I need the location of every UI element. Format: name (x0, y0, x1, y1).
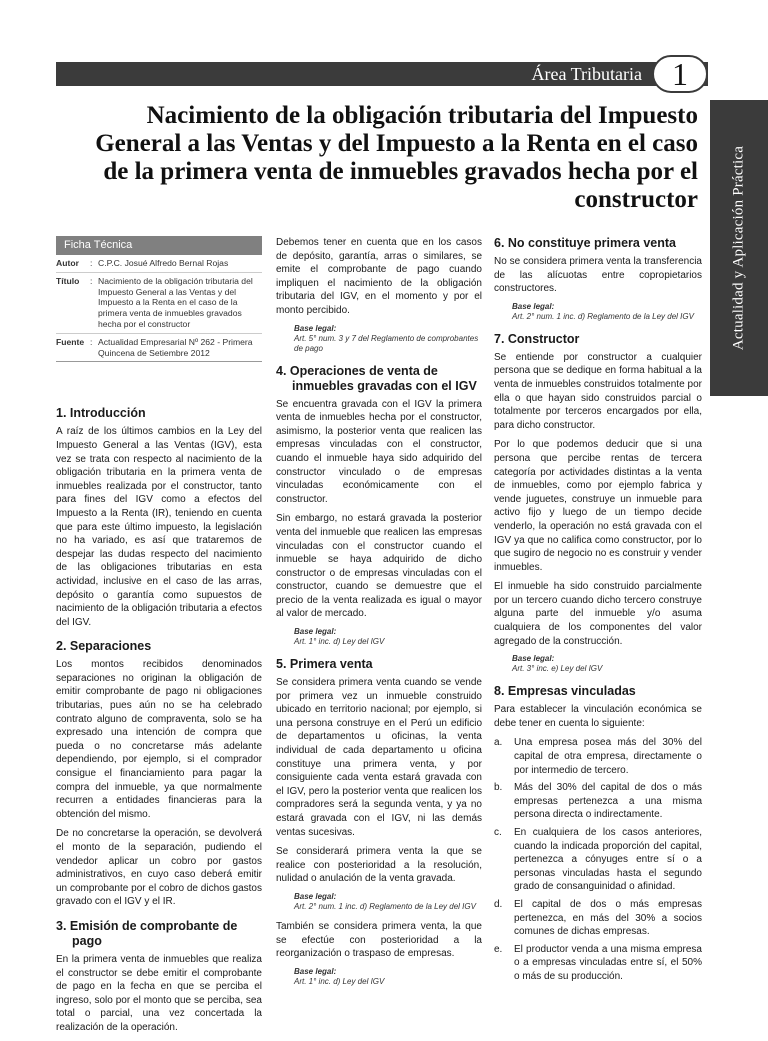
paragraph: Se entiende por constructor a cualquier persona que se dedique en forma habitual a la venta de inmuebles construidos totalmente por ella o que hayan sido construidos parcial o totalmente por terceros encargados por ella, para dicho constructor. (494, 351, 702, 431)
list-item: b. Más del 30% del capital de dos o más empresas pertenezca a una misma persona directa o indirectamente. (494, 782, 702, 821)
list-item: a. Una empresa posea más del 30% del capital de otra empresa, directamente o por intermedio de tercero. (494, 737, 702, 776)
heading-separaciones: 2. Separaciones (56, 639, 152, 654)
ficha-heading: Ficha Técnica (56, 236, 262, 255)
ficha-tecnica (56, 236, 262, 362)
paragraph: Debemos tener en cuenta que en los casos de depósito, garantía, arras o similares, se emite el comprobante de pago cuando impliquen el nacimiento de la obligación tributaria del IGV, en el momento y por el monto percibido. (276, 237, 482, 316)
ficha-row-titulo: Título : Nacimiento de la obligación tributaria del Impuesto General a las Ventas y del Impuesto a la Renta en el caso de la primera venta de inmuebles gravados hecha por el constructor (56, 273, 262, 334)
section-title: Área Tributaria (531, 64, 642, 84)
page-number: 1 (652, 55, 708, 93)
paragraph: Se considerará primera venta la que se realice con posterioridad a la resolución, nulidad o anulación de la venta gravada. (276, 846, 482, 885)
heading-operaciones: 4. Operaciones de venta de inmuebles gravadas con el IGV (276, 363, 477, 393)
side-label: Actualidad y Aplicación Práctica (730, 145, 747, 351)
paragraph: Se encuentra gravada con el IGV la primera venta de inmuebles hecha por el constructor, asimismo, la posterior venta que realicen las empresas vinculadas con el constructor, cuando el inmueble haya sido adquirido del constructor vinculado o de empresas vinculadas económicamente con el constructor. (276, 398, 482, 505)
section-header-bar (56, 62, 708, 86)
heading-primera-venta: 5. Primera venta (276, 657, 373, 672)
ficha-row-fuente: Fuente : Actualidad Empresarial Nº 262 - Primera Quincena de Setiembre 2012 (56, 336, 253, 358)
heading-constructor: 7. Constructor (494, 331, 580, 346)
ficha-row-autor: Autor : C.P.C. Josué Alfredo Bernal Rojas (56, 255, 262, 273)
heading-empresas-vinculadas: 8. Empresas vinculadas (494, 684, 636, 699)
base-legal: Base legal: Art. 2° num. 1 inc. d) Reglamento de la Ley del IGV (512, 301, 694, 321)
paragraph: Para establecer la vinculación económica se debe tener en cuenta lo siguiente: (494, 704, 702, 729)
paragraph: Los montos recibidos denominados separaciones no originan la obligación de emitir comprobante de pago ni obligaciones tributarias, pues aún no se ha celebrado contrato alguno de compraventa, solo se ha expresado una intención de compra que pueda o no concretarse más adelante dependiendo, por ejemplo, si el comprador consigue el financiamiento para pagar la compra del inmueble, ya que normalmente recurren a entidades financieras para la obtención del mismo. (56, 659, 262, 820)
paragraph: También se considera primera venta, la que se efectúe con posterioridad a la reorganización o traspaso de empresas. (276, 920, 482, 960)
column-2 (276, 236, 482, 995)
heading-emision: 3. Emisión de comprobante de pago (56, 918, 238, 948)
vinculacion-list (494, 736, 702, 983)
base-legal: Base legal: Art. 1° inc. d) Ley del IGV (294, 966, 385, 986)
column-3 (494, 236, 702, 988)
paragraph: El inmueble ha sido construido parcialmente por un tercero cuando dicho tercero construye alguna parte del inmueble y/o asuma cualquiera de los componentes del valor agregado de la construcción. (494, 581, 702, 647)
list-item: e. El productor venda a una misma empresa o a empresas vinculadas entre sí, el 50% o más de su producción. (494, 943, 702, 982)
base-legal: Base legal: Art. 3° inc. e) Ley del IGV (512, 654, 603, 674)
base-legal: Base legal: Art. 1° inc. d) Ley del IGV (294, 627, 385, 647)
paragraph: En la primera venta de inmuebles que realiza el constructor se debe emitir el comprobante de pago en la fecha en que se perciba el ingreso, solo por el monto que se perciba, sea total o parcial, una vez concertada la realización de la operación. (56, 953, 262, 1033)
paragraph: Por lo que podemos deducir que si una persona que percibe rentas de tercera categoría por actividades distintas a la venta de inmuebles, como por ejemplo fabrica y vende juguetes, construye un inmueble para activo fijo y luego de un tiempo decide venderlo, la operación no está gravada con el IGV ya que no califica como constructor, por lo que sugiro de negocio no es construir y vender inmuebles. (494, 439, 702, 573)
list-item: c. En cualquiera de los casos anteriores, cuando la indicada proporción del capital, pertenezca a cónyuges entre sí o a personas vinculadas hasta el segundo grado de consanguinidad o afinidad. (494, 827, 702, 893)
base-legal: Base legal: Art. 5° num. 3 y 7 del Reglamento de comprobantes de pago (294, 323, 479, 353)
paragraph: A raíz de los últimos cambios en la Ley del Impuesto General a las Ventas (IGV), esta vez se trata con respecto al nacimiento de la obligación tributaria en la primera venta de inmuebles realizada por el constructor, tanto para fines del IGV como a efectos del Impuesto a la Renta (IR), teniendo en cuenta que para este último impuesto, la legislación no ha variado, es así que trataremos de despejar las dudas respecto del nacimiento de las obligaciones tributarias en esta actividad, inclusive en el caso de las arras, depósito o garantía como supuestos de nacimiento de la obligación tributaria a efectos del IGV. (56, 426, 262, 628)
paragraph: No se considera primera venta la transferencia de las alícuotas entre copropietarios constructores. (494, 256, 702, 295)
heading-no-constituye: 6. No constituye primera venta (494, 236, 677, 250)
heading-introduccion: 1. Introducción (56, 406, 146, 421)
column-1 (56, 236, 262, 1041)
list-item: d. El capital de dos o más empresas pertenezca, en más del 30% a socios comunes de dichas empresas. (494, 898, 702, 938)
paragraph: Se considera primera venta cuando se vende por primera vez un inmueble construido ubicado en territorio nacional; por ejemplo, si una persona construye en el Perú un edificio de departamentos u oficinas, la venta individual de cada departamento u oficina constituye una primera venta, y por consiguiente cada venta estará gravada con el IGV, pero la posterior venta que realicen los compradores será la segunda venta, y ya no estará gravada con el IGV, ni las demás ventas sucesivas. (276, 677, 482, 838)
base-legal: Base legal: Art. 2° num. 1 inc. d) Reglamento de la Ley del IGV (294, 891, 476, 911)
paragraph: De no concretarse la operación, se devolverá el monto de la separación, pudiendo el vendedor aplicar un cobro por gastos administrativos, en cuyo caso deberá emitir un comprobante por el cobro de dichos gastos gravado con el IGV y el IR. (56, 828, 262, 908)
paragraph: Sin embargo, no estará gravada la posterior venta del inmueble que realicen las empresas vinculadas con el constructor cuando el inmueble se haya adquirido de dicho constructor o de empresas vinculadas con el constructor, cuando se demuestre que el precio de la venta realizada es igual o mayor al valor de mercado. (276, 513, 482, 620)
article-title: Nacimiento de la obligación tributaria del Impuesto General a las Ventas y del Impuesto a la Renta en el caso de la primera venta de inmuebles gravados hecha por el constructor (95, 102, 698, 213)
